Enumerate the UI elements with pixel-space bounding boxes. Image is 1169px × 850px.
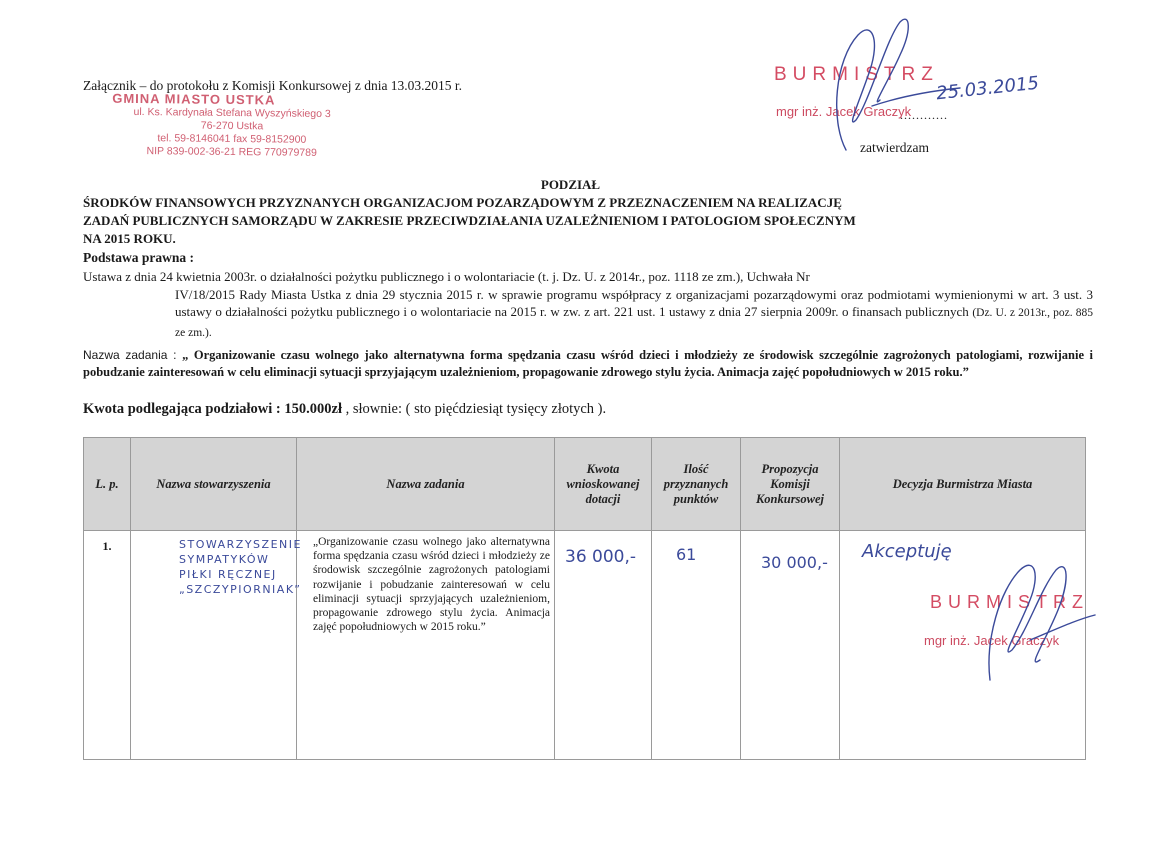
header-lp: L. p.: [84, 438, 131, 531]
cell-task: „Organizowanie czasu wolnego jako alternatywna forma spędzania czasu wśród dzieci i młodzieży ze środowisk szczególnie zagrożonych patologiami rozwijanie i pobudzanie zainteresowań w celu eliminacji sytuacji sprzyjających uzależnieniom, propagowanie zdrowego stylu życia. Animacja zajęć popołudniowych w 2015 roku.”: [297, 531, 555, 760]
municipal-stamp-phone: tel. 59-8146041 fax 59-8152900: [157, 132, 307, 146]
header-points: Ilość przyznanych punktów: [652, 438, 741, 531]
legal-basis-reference: (Dz. U. z 2013r., poz. 885 ze zm.).: [175, 307, 1094, 339]
municipal-stamp-address: ul. Ks. Kardynała Stefana Wyszyńskiego 3: [133, 105, 331, 121]
header-organization: Nazwa stowarzyszenia: [131, 438, 297, 531]
municipal-stamp: [112, 91, 353, 161]
org-line-2: SYMPATYKÓW: [179, 553, 270, 566]
decision-stamp-title: BURMISTRZ: [930, 592, 1089, 612]
cell-commission-proposal: 30 000,-: [741, 531, 840, 760]
cell-points: 61: [652, 531, 741, 760]
legal-basis-line-1: Ustawa z dnia 24 kwietnia 2003r. o działalności pożytku publicznego i o wolontariacie (t. j. Dz. U. z 2014r., poz. 1118 ze zm.), Uchwała Nr: [83, 269, 810, 284]
decision-stamp-name: mgr inż. Jacek Graczyk: [924, 633, 1060, 648]
legal-basis-rest: IV/18/2015 Rady Miasta Ustka z dnia 29 stycznia 2015 r. w sprawie programu współpracy z organizacjami pozarządowymi oraz podmiotami wymienionymi w art. 3 ust. 3 ustawy o działalności pożytku publicznego i o wolontariacie na 2015 r. w zw. z art. 221 ust. 1 ustawy z dnia 27 sierpnia 2009r. o finansach publicznych: [175, 286, 1093, 319]
approval-date: 25.03.2015: [935, 72, 1040, 105]
cell-mayor-decision: Akceptuję: [840, 531, 1086, 760]
header-commission-proposal: Propozycja Komisji Konkursowej: [741, 438, 840, 531]
heading-line-3: ZADAŃ PUBLICZNYCH SAMORZĄDU W ZAKRESIE PRZECIWDZIAŁANIA UZALEŻNIENIOM I PATOLOGIOM SPOŁECZNYM: [83, 213, 856, 228]
legal-basis-continuation: [83, 286, 1093, 343]
document-heading: [83, 176, 1083, 248]
header-requested-amount: Kwota wnioskowanej dotacji: [555, 438, 652, 531]
approval-dots: ............: [900, 108, 948, 122]
heading-title: PODZIAŁ: [540, 177, 601, 192]
amount-line: [83, 401, 1093, 418]
header-mayor-decision: Decyzja Burmistrza Miasta: [840, 438, 1086, 531]
municipal-stamp-title: GMINA MIASTO USTKA: [112, 90, 276, 108]
legal-basis-text: [83, 268, 1093, 342]
task-description: [83, 347, 1093, 380]
cell-organization: [131, 531, 302, 760]
amount-words: , słownie: ( sto pięćdziesiąt tysięcy złotych ).: [341, 401, 607, 417]
legal-basis-label: Podstawa prawna :: [83, 250, 195, 265]
cell-requested-amount: 36 000,-: [555, 531, 652, 760]
heading-line-2: ŚRODKÓW FINANSOWYCH PRZYZNANYCH ORGANIZACJOM POZARZĄDOWYM Z PRZEZNACZENIEM NA REALIZACJĘ: [83, 195, 842, 210]
approval-stamp-name: mgr inż. Jacek Graczyk: [776, 104, 912, 119]
municipal-stamp-nip: NIP 839-002-36-21 REG 770979789: [146, 145, 317, 159]
org-line-4: „SZCZYPIORNIAK”: [179, 583, 302, 596]
org-line-3: PIŁKI RĘCZNEJ: [179, 568, 277, 581]
approval-stamp-title: BURMISTRZ: [774, 64, 939, 85]
org-line-1: STOWARZYSZENIE: [179, 538, 302, 551]
task-label: Nazwa zadania :: [83, 348, 183, 362]
cell-lp: 1.: [84, 531, 131, 760]
municipal-stamp-city: 76-270 Ustka: [200, 119, 264, 133]
table-header-row: [84, 438, 1086, 531]
amount-label: Kwota podlegająca podziałowi : 150.000zł: [83, 401, 342, 417]
header-task: Nazwa zadania: [297, 438, 555, 531]
heading-line-4: NA 2015 ROKU.: [83, 231, 176, 246]
approval-label: zatwierdzam: [860, 140, 929, 155]
attachment-line: Załącznik – do protokołu z Komisji Konkursowej z dnia 13.03.2015 r.: [83, 78, 463, 93]
task-body: „ Organizowanie czasu wolnego jako alternatywna forma spędzania czasu wśród dzieci i młodzieży ze środowisk szczególnie zagrożonych patologiami, rozwijanie i pobudzanie zainteresowań w celu eliminacji sytuacji sprzyjającym uzależnieniom, propagowanie zdrowego stylu życia. Animacja zajęć popołudniowych w 2015 roku.”: [83, 348, 1093, 379]
